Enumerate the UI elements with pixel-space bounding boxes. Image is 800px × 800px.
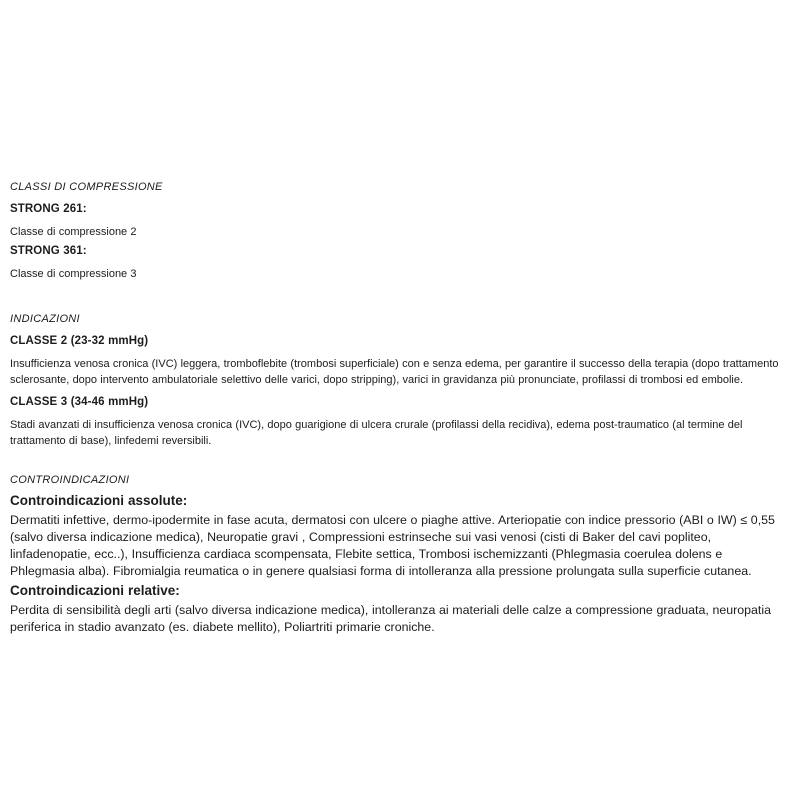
strong-261-label: STRONG 261: — [10, 203, 87, 215]
relative-contraindications-label: Controindicazioni relative: — [10, 583, 180, 598]
classe-3-text: Stadi avanzati di insufficienza venosa cronica (IVC), dopo guarigione di ulcera crurale (profilassi della recidiva), edema post-traumatico (al termine del trattamento di base), linfedemi reversibili. — [10, 419, 743, 447]
section-spacer — [10, 287, 782, 313]
absolute-contraindications-label: Controindicazioni assolute: — [10, 493, 188, 508]
section-spacer — [10, 454, 782, 474]
strong-361-text: Classe di compressione 3 — [10, 268, 137, 280]
classe-3-label: CLASSE 3 (34-46 mmHg) — [10, 396, 149, 408]
relative-contraindications-text: Perdita di sensibilità degli arti (salvo diversa indicazione medica), intolleranza ai materiali delle calze a compressione graduata, neuropatia periferica in stadio avanzato (es. diabete mellito), Poliartriti primarie croniche. — [10, 603, 772, 634]
section-contraindications — [10, 474, 782, 636]
classe-2-text: Insufficienza venosa cronica (IVC) leggera, tromboflebite (trombosi superficiale) con e senza edema, per garantire il successo della terapia (dopo trattamento sclerosante, dopo intervento ambulatoriale selettivo delle varici, dopo stripping), varici in gravidanza più pronunciate, profilassi di trombosi ed embolie. — [10, 358, 779, 386]
indications-heading: INDICAZIONI — [10, 313, 80, 325]
strong-361-label: STRONG 361: — [10, 245, 87, 257]
strong-261-text: Classe di compressione 2 — [10, 226, 137, 238]
classe-2-label: CLASSE 2 (23-32 mmHg) — [10, 335, 149, 347]
section-indications — [10, 313, 782, 449]
compression-classes-heading: CLASSI DI COMPRESSIONE — [10, 181, 163, 193]
contraindications-heading: CONTROINDICAZIONI — [10, 474, 130, 486]
absolute-contraindications-text: Dermatiti infettive, dermo-ipodermite in fase acuta, dermatosi con ulcere o piaghe attive. Arteriopatie con indice pressorio (ABI o IW) ≤ 0,55 (salvo diversa indicazione medica), Neuropatie gravi , Compressioni estrinseche sui vasi venosi (cisti di Baker del cavi popliteo, linfadenopatie, ecc..), Insufficienza cardiaca scompensata, Flebite settica, Trombosi ischemizzanti (Phlegmasia coerulea dolens e Phlegmasia alba). Fibromialgia reumatica o in genere qualsiasi forma di intolleranza alla pressione prolungata sulla superficie cutanea. — [10, 513, 775, 578]
section-compression-classes — [10, 181, 782, 282]
